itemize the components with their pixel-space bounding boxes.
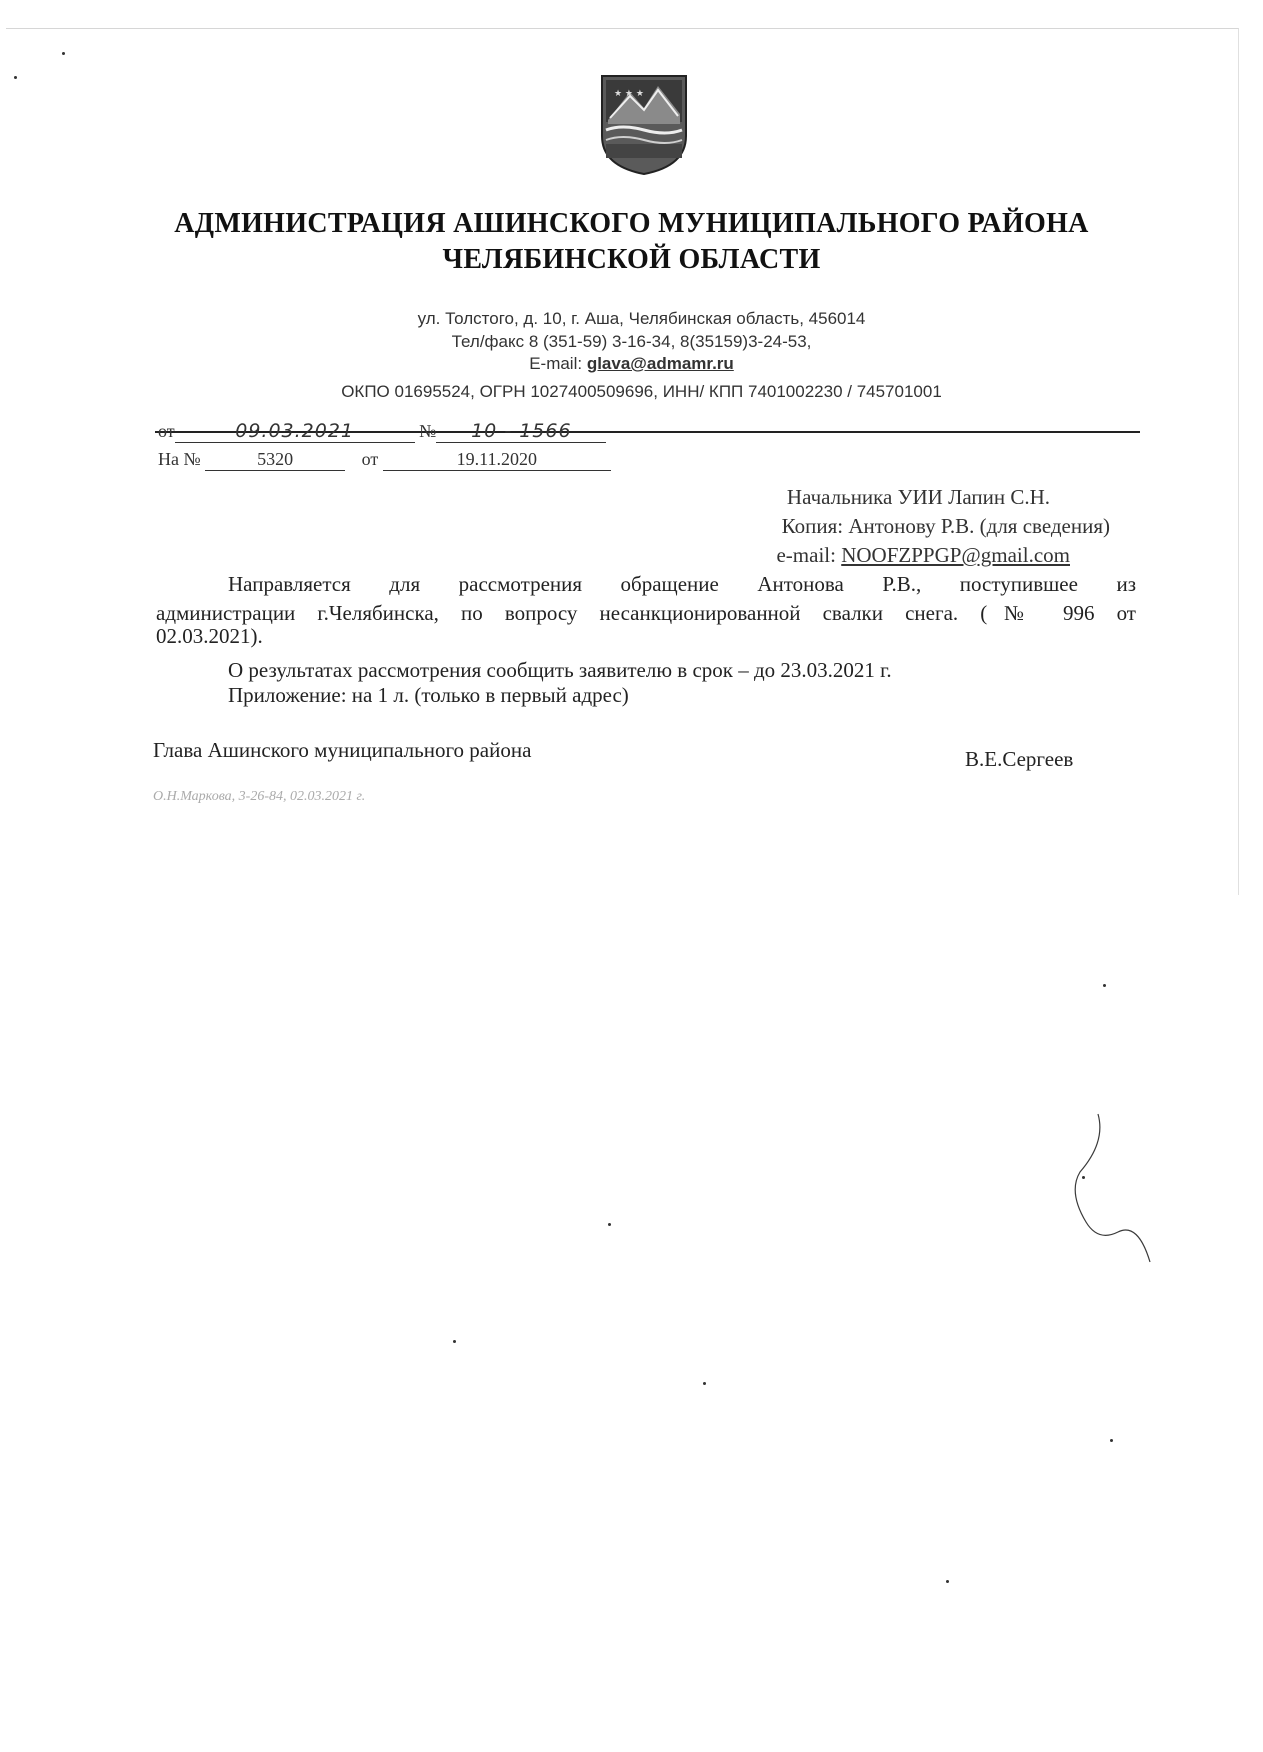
- svg-text:★ ★ ★: ★ ★ ★: [614, 89, 644, 99]
- executor-footer: О.Н.Маркова, 3-26-84, 02.03.2021 г.: [153, 789, 366, 804]
- scan-speck: [453, 1340, 456, 1343]
- org-email-link[interactable]: glava@admamr.ru: [586, 354, 734, 373]
- recipient-email-link[interactable]: NOOFZPPGP@gmail.com: [841, 543, 1070, 567]
- signature-position: Глава Ашинского муниципального района: [153, 738, 532, 762]
- reply-from-label: от: [361, 449, 379, 469]
- registration-reply-row: [158, 449, 611, 471]
- org-codes: ОКПО 01695524, ОГРН 1027400509696, ИНН/ КПП 7401002230 / 745701001: [341, 382, 942, 401]
- number-label: №: [419, 421, 437, 441]
- scan-speck: [14, 76, 17, 79]
- org-address: ул. Толстого, д. 10, г. Аша, Челябинская область, 456014: [417, 309, 866, 328]
- org-email-line: [0, 354, 1263, 374]
- scan-speck: [703, 1382, 706, 1385]
- from-label: от: [158, 421, 175, 441]
- org-name-line2: ЧЕЛЯБИНСКОЙ ОБЛАСТИ: [442, 244, 821, 275]
- recipient-email-line: [640, 543, 1070, 568]
- org-name-line1: АДМИНИСТРАЦИЯ АШИНСКОГО МУНИЦИПАЛЬНОГО РАЙОНА: [174, 208, 1089, 239]
- signature-name: В.Е.Сергеев: [965, 747, 1074, 771]
- reply-date-value: 19.11.2020: [383, 449, 611, 471]
- recipient-email-label: e-mail:: [776, 543, 842, 567]
- scan-speck: [62, 52, 65, 55]
- outgoing-number-handwritten: 10 - 1566: [436, 420, 606, 443]
- reply-number-label: На №: [158, 449, 201, 469]
- reply-number-value: 5320: [205, 449, 345, 471]
- recipient-line2: Копия: Антонову Р.В. (для сведения): [781, 514, 1110, 538]
- body-paragraph1-line2: администрации г.Челябинска, по вопросу несанкционированной свалки снега. (№ 996 от: [156, 601, 1136, 625]
- from-date-handwritten: 09.03.2021: [175, 420, 415, 443]
- scan-speck: [1110, 1439, 1113, 1442]
- body-paragraph1-line3: 02.03.2021).: [156, 624, 263, 648]
- scan-speck: [946, 1580, 949, 1583]
- recipient-line1: Начальника УИИ Лапин С.Н.: [786, 485, 1050, 509]
- org-email-label: E-mail:: [529, 354, 587, 373]
- body-paragraph1-line1: Направляется для рассмотрения обращение Антонова Р.В., поступившее из: [228, 572, 1136, 596]
- body-paragraph2: О результатах рассмотрения сообщить заявителю в срок – до 23.03.2021 г.: [228, 658, 892, 682]
- body-attachment: Приложение: на 1 л. (только в первый адрес): [228, 683, 629, 707]
- scan-speck: [608, 1223, 611, 1226]
- pen-mark: [1058, 1112, 1158, 1272]
- registration-from-row: [158, 420, 606, 443]
- scan-speck: [1103, 984, 1106, 987]
- org-phone: Тел/факс 8 (351-59) 3-16-34, 8(35159)3-24-53,: [451, 332, 812, 351]
- coat-of-arms-emblem: [600, 74, 688, 176]
